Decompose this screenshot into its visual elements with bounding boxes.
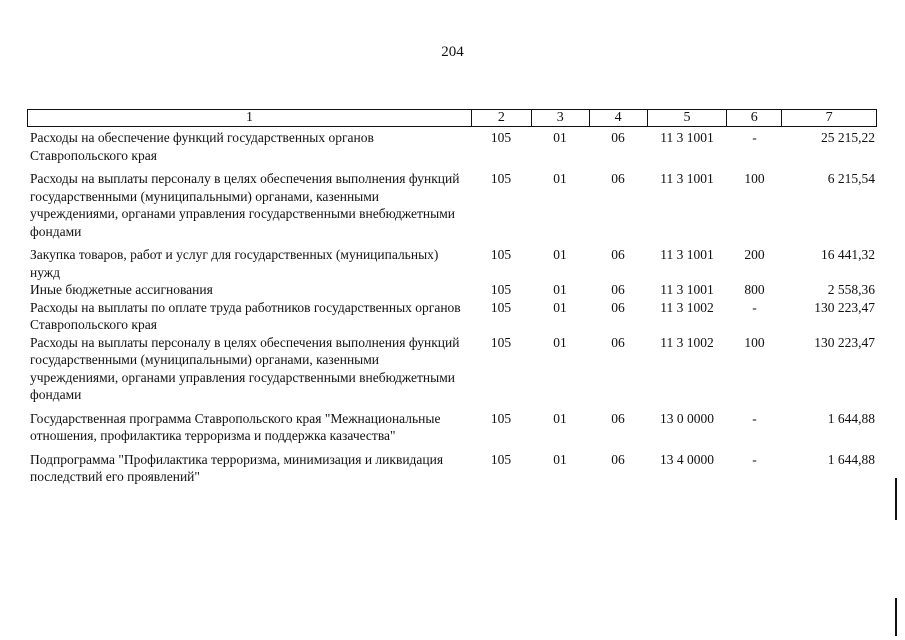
row-section: 01	[553, 299, 567, 315]
row-target-article: 11 3 1002	[660, 299, 714, 315]
table-row	[27, 246, 877, 281]
row-section: 01	[553, 451, 567, 467]
row-amount: 1 644,88	[827, 451, 875, 467]
row-target-article: 11 3 1001	[660, 171, 714, 186]
row-name: Иные бюджетные ассигнования	[30, 282, 213, 297]
column-header-2: 2	[471, 110, 531, 126]
row-section: 01	[553, 334, 567, 350]
row-expense-type: -	[752, 451, 757, 467]
table-body	[27, 129, 877, 486]
row-target-article: 11 3 1001	[660, 130, 714, 145]
row-code-admin: 105	[490, 451, 512, 467]
page-number: 204	[441, 44, 464, 60]
row-subsection: 06	[611, 299, 625, 315]
row-subsection: 06	[611, 282, 625, 297]
row-target-article: 13 4 0000	[660, 451, 714, 467]
column-header-4: 4	[589, 110, 647, 126]
row-expense-type: 800	[744, 282, 765, 297]
row-code-admin: 105	[490, 247, 512, 262]
row-target-article: 11 3 1001	[660, 247, 714, 262]
row-amount: 130 223,47	[814, 299, 875, 315]
row-expense-type: -	[752, 410, 757, 426]
row-section: 01	[553, 282, 567, 297]
row-amount: 130 223,47	[814, 334, 875, 350]
row-section: 01	[553, 130, 567, 145]
row-amount: 1 644,88	[827, 410, 875, 426]
row-expense-type: -	[752, 299, 757, 315]
row-name: Расходы на обеспечение функций государственных органов Ставропольского края	[30, 130, 374, 163]
row-name: Расходы на выплаты персоналу в целях обеспечения выполнения функций государственными (муниципальными) органами, казенными учреждениями, органами управления государственными внебюджетными фондами	[30, 334, 460, 402]
row-code-admin: 105	[490, 299, 512, 315]
column-header-5: 5	[647, 110, 727, 126]
row-subsection: 06	[611, 130, 625, 145]
row-expense-type: 200	[744, 247, 765, 262]
table-row	[27, 334, 877, 404]
column-header-1: 1	[245, 110, 253, 125]
row-name: Расходы на выплаты персоналу в целях обеспечения выполнения функций государственными (муниципальными) органами, казенными учреждениями, органами управления государственными внебюджетными фондами	[30, 171, 460, 239]
row-code-admin: 105	[490, 282, 512, 297]
table-row	[27, 281, 877, 299]
row-name: Подпрограмма "Профилактика терроризма, минимизация и ликвидация последствий его проявлений"	[30, 451, 444, 484]
row-amount: 6 215,54	[827, 171, 875, 186]
row-amount: 25 215,22	[821, 130, 875, 145]
row-subsection: 06	[611, 247, 625, 262]
row-section: 01	[553, 410, 567, 426]
row-section: 01	[553, 171, 567, 186]
table-row	[27, 129, 877, 164]
table-header	[27, 109, 877, 127]
row-target-article: 11 3 1002	[660, 334, 714, 350]
row-code-admin: 105	[490, 171, 512, 186]
column-header-6: 6	[726, 110, 781, 126]
row-amount: 2 558,36	[827, 282, 875, 297]
row-subsection: 06	[611, 451, 625, 467]
table-row	[27, 299, 877, 334]
row-target-article: 11 3 1001	[660, 282, 714, 297]
row-target-article: 13 0 0000	[660, 410, 714, 426]
table-row	[27, 410, 877, 445]
row-code-admin: 105	[490, 334, 512, 350]
row-amount: 16 441,32	[821, 247, 875, 262]
column-header-7: 7	[781, 110, 876, 126]
row-expense-type: 100	[744, 334, 765, 350]
scan-edge-mark	[895, 478, 897, 520]
row-name: Государственная программа Ставропольского края "Межнациональные отношения, профилактика терроризма и поддержка казачества"	[30, 410, 441, 443]
row-subsection: 06	[611, 410, 625, 426]
row-expense-type: 100	[744, 171, 765, 186]
row-subsection: 06	[611, 171, 625, 186]
scan-edge-mark	[895, 598, 897, 636]
row-code-admin: 105	[490, 410, 512, 426]
row-expense-type: -	[752, 130, 757, 145]
row-name: Расходы на выплаты по оплате труда работников государственных органов Ставропольского края	[30, 299, 461, 332]
row-section: 01	[553, 247, 567, 262]
row-name: Закупка товаров, работ и услуг для государственных (муниципальных) нужд	[30, 247, 439, 280]
table-row	[27, 451, 877, 486]
table-row	[27, 170, 877, 240]
row-code-admin: 105	[490, 130, 512, 145]
column-header-3: 3	[531, 110, 589, 126]
row-subsection: 06	[611, 334, 625, 350]
